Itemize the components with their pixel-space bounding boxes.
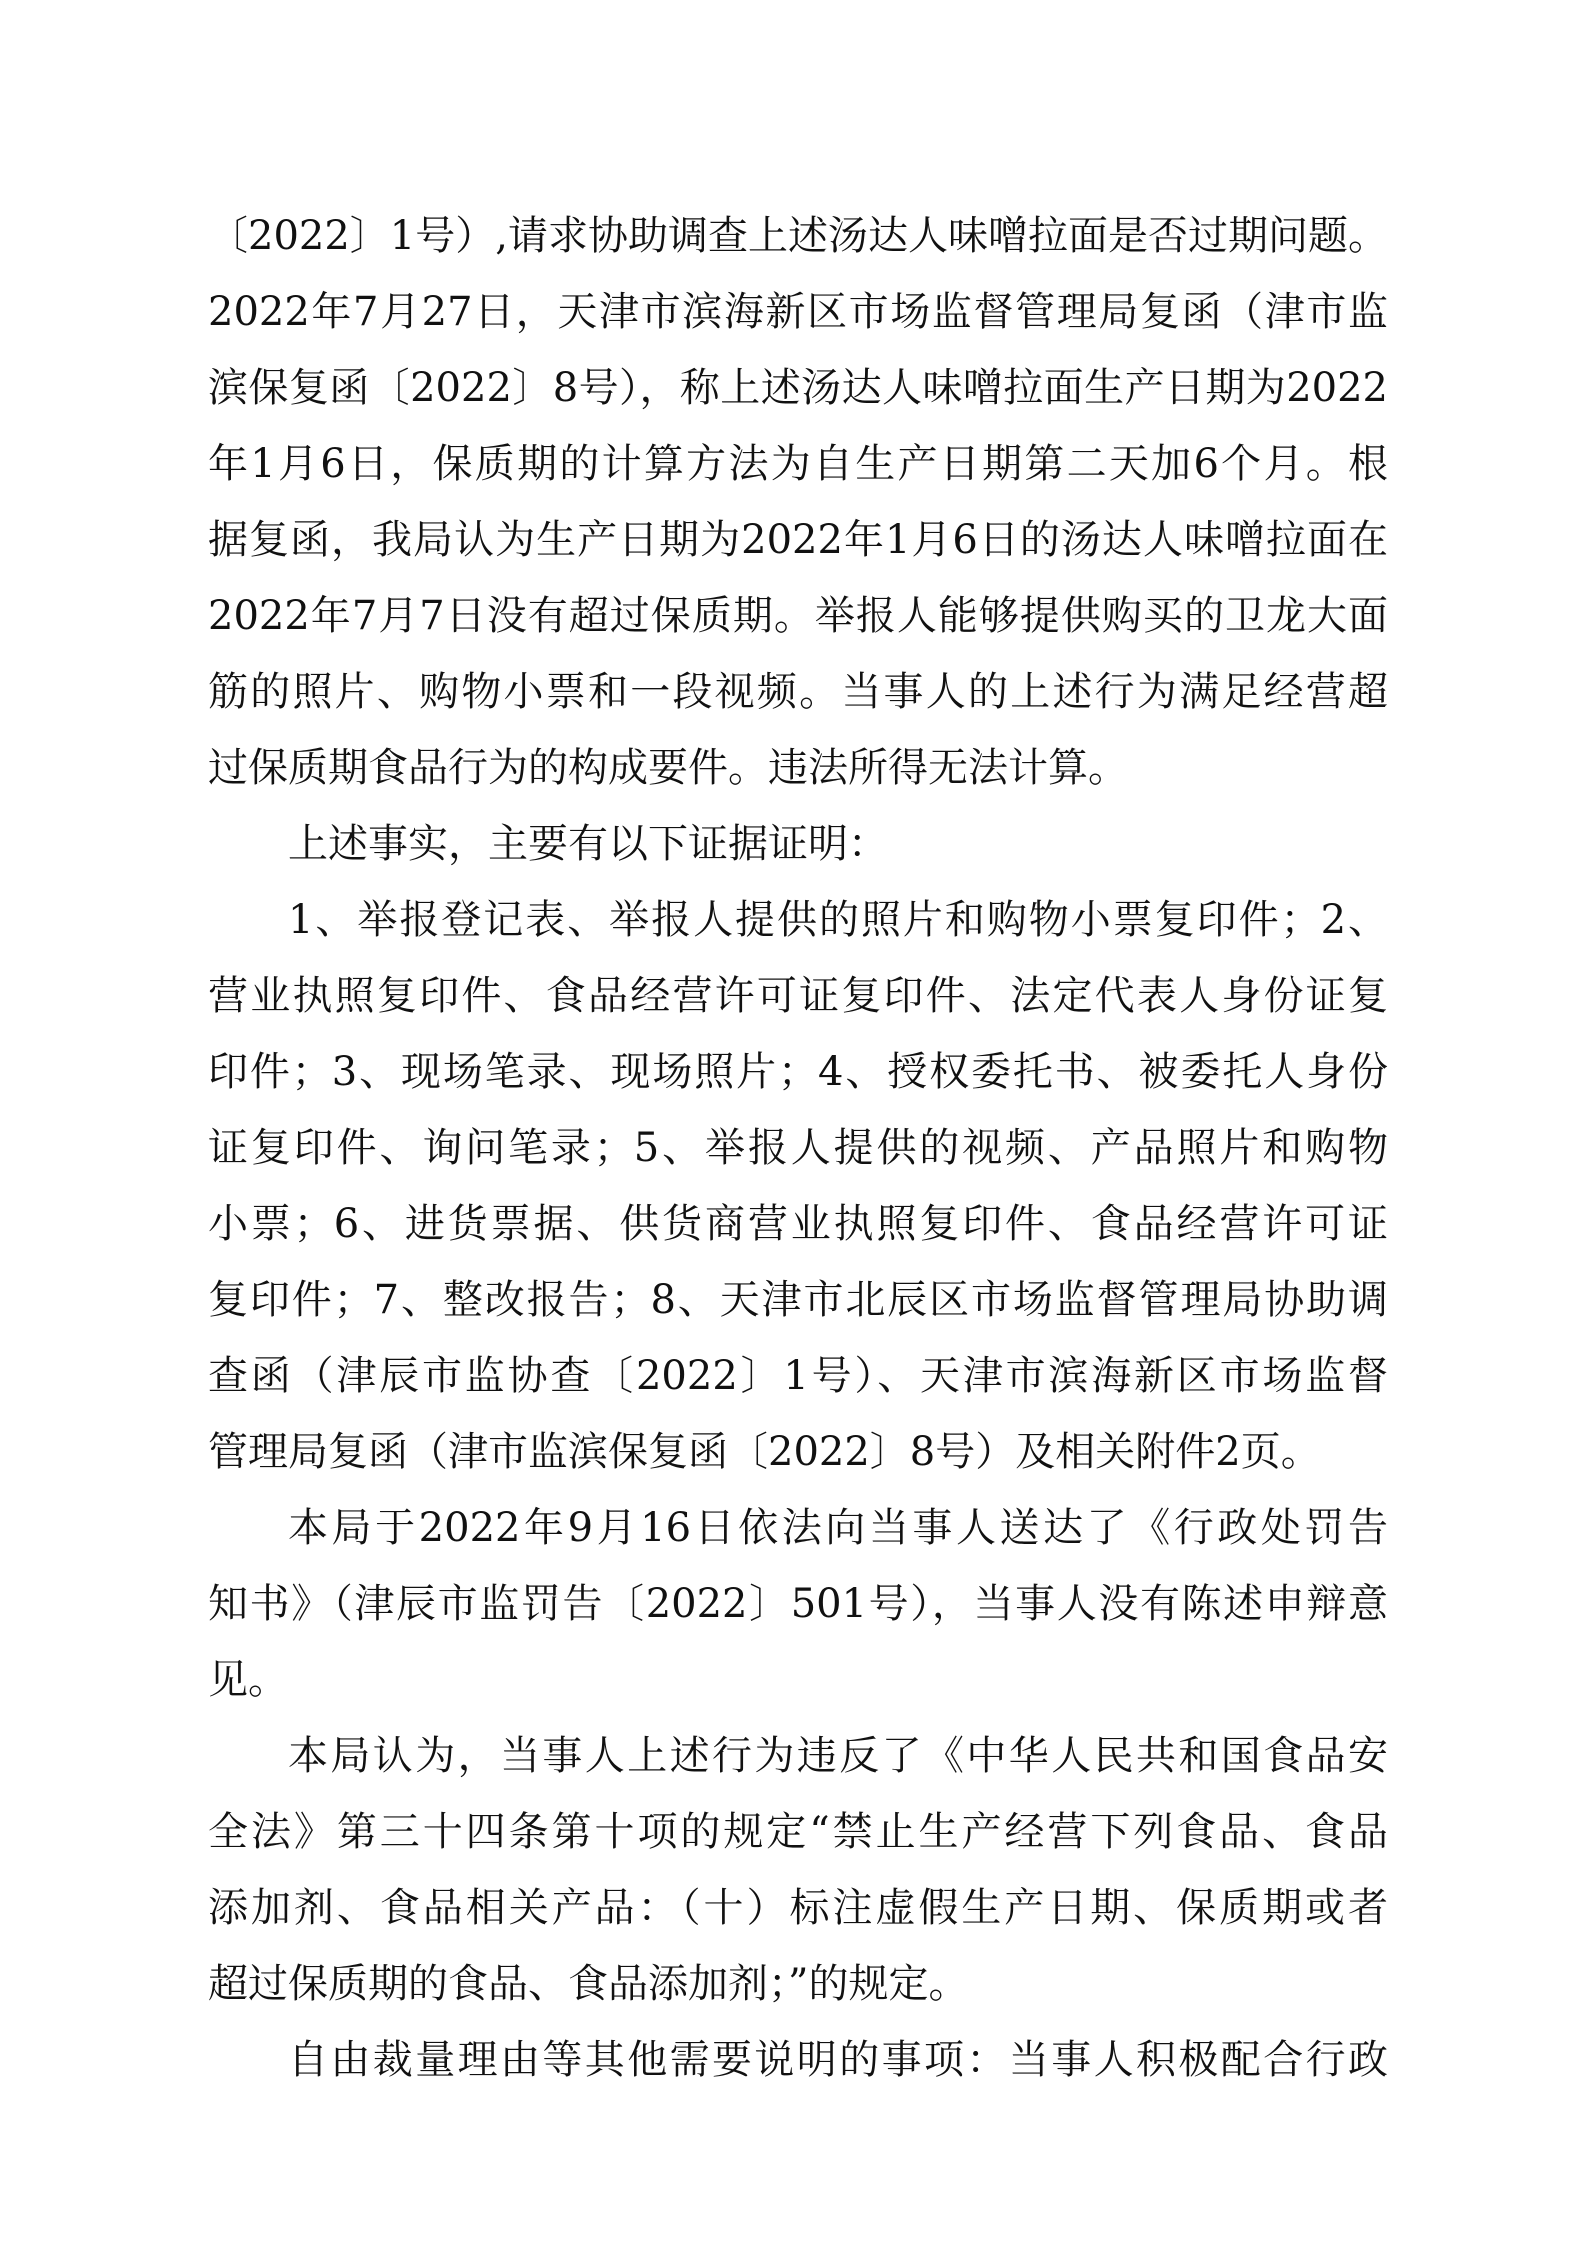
- text-line: 2022年7月7日没有超过保质期。举报人能够提供购买的卫龙大面: [208, 593, 1388, 639]
- text-line: 添加剂、食品相关产品：（十）标注虚假生产日期、保质期或者: [208, 1885, 1388, 1931]
- paragraph-notice-served: [208, 1490, 1388, 1718]
- text-line: 超过保质期的食品、食品添加剂；”的规定。: [208, 1961, 969, 2007]
- text-line: 2022年7月27日，天津市滨海新区市场监督管理局复函（津市监: [208, 289, 1388, 335]
- paragraph-evidence-list: [208, 882, 1388, 1490]
- text-line: 营业执照复印件、食品经营许可证复印件、法定代表人身份证复: [208, 973, 1388, 1019]
- text-line: 证复印件、询问笔录；5、举报人提供的视频、产品照片和购物: [208, 1125, 1388, 1171]
- text-line: 本局于2022年9月16日依法向当事人送达了《行政处罚告: [288, 1505, 1388, 1551]
- paragraph-discretion: [208, 2022, 1388, 2098]
- text-line: 全法》第三十四条第十项的规定“禁止生产经营下列食品、食品: [208, 1809, 1388, 1855]
- text-line: 见。: [208, 1657, 288, 1703]
- paragraph-legal-basis: [208, 1718, 1388, 2022]
- text-line: 据复函，我局认为生产日期为2022年1月6日的汤达人味噌拉面在: [208, 517, 1388, 563]
- text-line: 复印件；7、整改报告；8、天津市北辰区市场监督管理局协助调: [208, 1277, 1388, 1323]
- text-line: 过保质期食品行为的构成要件。违法所得无法计算。: [208, 745, 1128, 791]
- text-line: 上述事实，主要有以下证据证明：: [288, 821, 888, 867]
- text-line: 查函（津辰市监协查〔2022〕1号）、天津市滨海新区市场监督: [208, 1353, 1388, 1399]
- text-line: 筋的照片、购物小票和一段视频。当事人的上述行为满足经营超: [208, 669, 1388, 715]
- text-line: 印件；3、现场笔录、现场照片；4、授权委托书、被委托人身份: [208, 1049, 1388, 1095]
- text-line: 小票；6、进货票据、供货商营业执照复印件、食品经营许可证: [208, 1201, 1388, 1247]
- paragraph-investigation-facts: [208, 198, 1388, 806]
- text-line: 年1月6日，保质期的计算方法为自生产日期第二天加6个月。根: [208, 441, 1388, 487]
- text-line: 自由裁量理由等其他需要说明的事项：当事人积极配合行政: [288, 2037, 1388, 2083]
- text-line: 知书》（津辰市监罚告〔2022〕501号），当事人没有陈述申辩意: [208, 1581, 1388, 1627]
- text-line: 本局认为，当事人上述行为违反了《中华人民共和国食品安: [288, 1733, 1388, 1779]
- document-page: [208, 198, 1388, 2098]
- text-line: 管理局复函（津市监滨保复函〔2022〕8号）及相关附件2页。: [208, 1429, 1321, 1475]
- paragraph-evidence-intro: [208, 806, 1388, 882]
- text-line: 〔2022〕1号）,请求协助调查上述汤达人味噌拉面是否过期问题。: [208, 213, 1388, 259]
- text-line: 1、举报登记表、举报人提供的照片和购物小票复印件；2、: [288, 897, 1388, 943]
- text-line: 滨保复函〔2022〕8号），称上述汤达人味噌拉面生产日期为2022: [208, 365, 1388, 411]
